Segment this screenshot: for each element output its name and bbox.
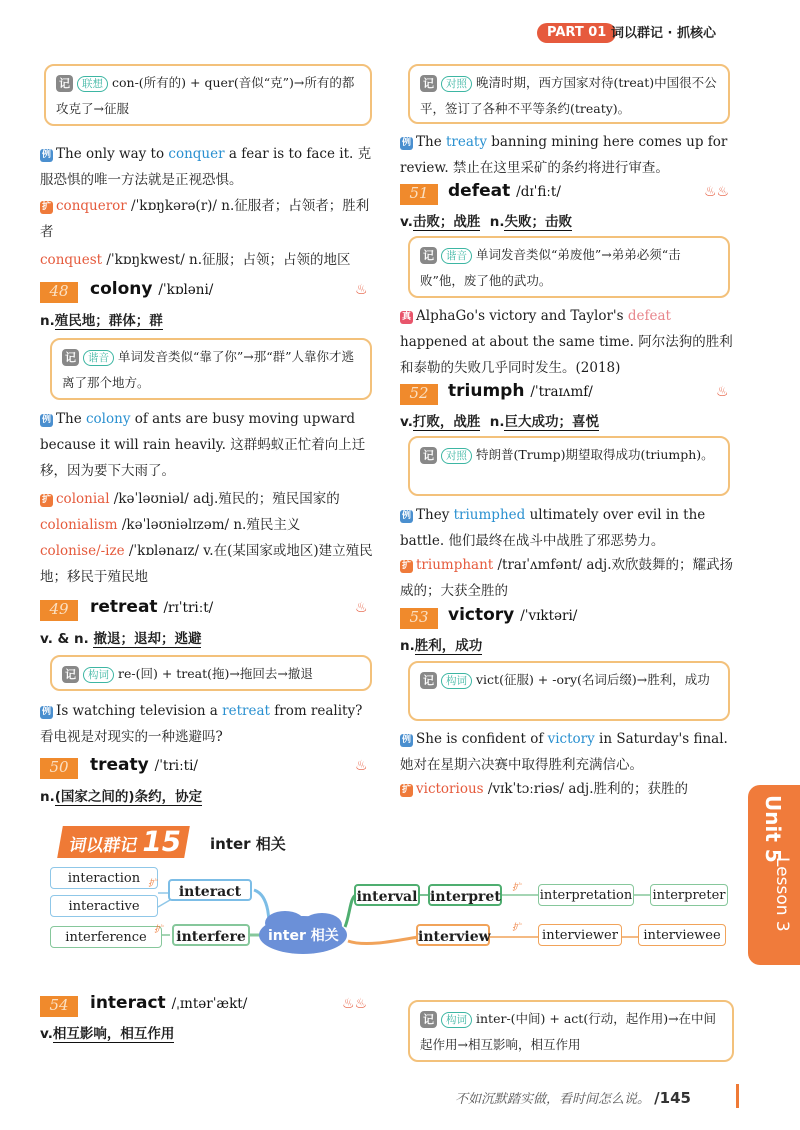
extension-victorious: 扩 victorious /vɪkˈtɔːriəs/ adj.胜利的；获胜的 bbox=[401, 781, 688, 797]
headword-retreat: retreat /rɪˈtriːt/ bbox=[90, 597, 214, 617]
node-interactive: interactive bbox=[50, 895, 158, 917]
mindmap-center: inter 相关 bbox=[268, 928, 339, 944]
tip-text: 单词发音类似“靠了你”→那“群”人靠你才逃离了那个地方。 bbox=[62, 349, 355, 390]
derived-word: conqueror bbox=[56, 198, 127, 214]
definition-interact: v.相互影响，相互作用 bbox=[40, 1026, 175, 1042]
example-treaty: 例 The treaty banning mining here comes up for review. 禁止在这里采矿的条约将进行审查。 bbox=[400, 134, 728, 176]
word-number: 49 bbox=[40, 600, 78, 619]
section-title: 词以群记 · 抓核心 bbox=[611, 26, 716, 41]
tip-logo-icon: 记 bbox=[62, 666, 79, 683]
extension-triumphant: 扩 triumphant /traɪˈʌmfənt/ adj.欢欣鼓舞的；耀武扬威的；大获全胜的 bbox=[400, 557, 734, 599]
tip-tag: 联想 bbox=[77, 76, 108, 92]
frequency-flame-icon: ♨♨ bbox=[342, 996, 368, 1012]
node-interpreter: interpreter bbox=[650, 884, 728, 906]
tip-box-defeat: 记 谐音 单词发音类似“弟废他”→弟弟必须“击败”他，废了他的武功。 bbox=[408, 236, 730, 298]
word-number: 54 bbox=[40, 996, 78, 1015]
group-banner: 词以群记15 bbox=[57, 826, 190, 858]
node-interference: interference bbox=[50, 926, 162, 948]
part-badge: PART 01 bbox=[537, 23, 616, 43]
tip-text: con-(所有的) + quer(音似“克”)→所有的都攻克了→征服 bbox=[56, 75, 355, 116]
headword-colony: colony /ˈkɒləni/ bbox=[90, 279, 214, 299]
lesson-label: Lesson 3 bbox=[772, 857, 792, 932]
headword-treaty: treaty /ˈtriːti/ bbox=[90, 755, 198, 775]
example-triumph: 例 They triumphed ultimately over evil in the battle. 他们最终在战斗中战胜了邪恶势力。 bbox=[400, 507, 706, 549]
node-interfere: interfere bbox=[172, 924, 250, 946]
node-interview: interview bbox=[416, 924, 490, 946]
word-number: 52 bbox=[400, 384, 438, 403]
tip-logo-icon: 记 bbox=[420, 672, 437, 689]
example-text: a fear is to face it. 克服恐惧的唯一方法就是正视恐惧。 bbox=[40, 146, 372, 188]
headword-victory: victory /ˈvɪktəri/ bbox=[448, 605, 578, 625]
node-interact: interact bbox=[168, 879, 252, 901]
frequency-flame-icon: ♨ bbox=[716, 384, 729, 400]
tip-box-interact: 记 构词 inter-(中间) + act(行动，起作用)→在中间起作用→相互影响，相互作用 bbox=[408, 1000, 734, 1062]
tip-logo-icon: 记 bbox=[420, 1011, 437, 1028]
derived-meaning: /ˈkɒŋkərə(r)/ n.征服者；占领者；胜利者 bbox=[40, 198, 370, 240]
frequency-flame-icon: ♨ bbox=[355, 600, 368, 616]
extension-icon: 扩 bbox=[41, 202, 51, 212]
node-interval: interval bbox=[354, 884, 420, 906]
tip-box-victory: 记 构词 vict(征服) + -ory(名词后缀)→胜利，成功 bbox=[408, 661, 730, 721]
definition-triumph: v.打败，战胜 n.巨大成功；喜悦 bbox=[400, 414, 599, 430]
tip-logo-icon: 记 bbox=[62, 349, 79, 366]
node-interpretation: interpretation bbox=[538, 884, 634, 906]
real-exam-icon: 真 bbox=[401, 312, 411, 322]
headword-triumph: triumph /ˈtraɪʌmf/ bbox=[448, 381, 593, 401]
example-icon: 例 bbox=[41, 415, 51, 425]
example-icon: 例 bbox=[401, 735, 411, 745]
headword-interact: interact /ˌɪntərˈækt/ bbox=[90, 993, 248, 1013]
extension-colonialism: colonialism /kəˈləʊniəlɪzəm/ n.殖民主义 bbox=[40, 517, 301, 533]
extension-colonial: 扩 colonial /kəˈləʊniəl/ adj.殖民的；殖民国家的 bbox=[41, 491, 340, 507]
extension-conqueror bbox=[40, 193, 376, 245]
tip-tag: 构词 bbox=[83, 667, 114, 683]
example-icon: 例 bbox=[401, 511, 411, 521]
example-icon: 例 bbox=[41, 707, 51, 717]
headword-defeat: defeat /dɪˈfiːt/ bbox=[448, 181, 561, 201]
extension-arrow-label: 扩 bbox=[148, 879, 158, 889]
tip-tag: 谐音 bbox=[83, 350, 114, 366]
footer-bar bbox=[736, 1084, 739, 1108]
derived-meaning: /ˈkɒŋkwest/ n.征服；占领；占领的地区 bbox=[102, 252, 351, 268]
definition-treaty: n.(国家之间的)条约，协定 bbox=[40, 789, 203, 805]
page-number: /145 bbox=[654, 1089, 691, 1107]
example-text: The only way to bbox=[56, 146, 169, 162]
definition-retreat: v. & n. 撤退；退却；逃避 bbox=[40, 631, 202, 647]
tip-box-colony bbox=[50, 338, 372, 400]
frequency-flame-icon: ♨ bbox=[355, 758, 368, 774]
tip-logo-icon: 记 bbox=[420, 247, 437, 264]
node-interaction: interaction bbox=[50, 867, 158, 889]
word-number: 48 bbox=[40, 282, 78, 301]
tip-logo-icon: 记 bbox=[56, 75, 73, 92]
extension-conquest bbox=[40, 247, 376, 273]
definition-colony: n.殖民地；群体；群 bbox=[40, 313, 163, 329]
example-icon: 例 bbox=[41, 150, 51, 160]
word-number: 50 bbox=[40, 758, 78, 777]
tip-logo-icon: 记 bbox=[420, 447, 437, 464]
extension-arrow-label: 扩 bbox=[512, 923, 522, 933]
extension-icon: 扩 bbox=[401, 561, 411, 571]
unit-label: Unit 5 bbox=[761, 795, 785, 863]
tip-box-conquer bbox=[44, 64, 372, 126]
footer-motto: 不如沉默踏实做，看时间怎么说。 bbox=[455, 1092, 651, 1107]
keyword: conquer bbox=[168, 146, 225, 162]
example-retreat: 例 Is watching television a retreat from reality? 看电视是对现实的一种逃避吗? bbox=[40, 703, 363, 745]
extension-arrow-label: 扩 bbox=[512, 883, 522, 893]
example-icon: 例 bbox=[401, 138, 411, 148]
group-subtitle: inter 相关 bbox=[210, 835, 286, 853]
definition-defeat: v.击败；战胜 n.失败；击败 bbox=[400, 214, 572, 230]
phonetic: /ˈkɒləni/ bbox=[158, 282, 214, 298]
example-conquer bbox=[40, 141, 376, 193]
extension-icon: 扩 bbox=[401, 785, 411, 795]
example-victory: 例 She is confident of victory in Saturday's final. 她对在星期六决赛中取得胜利充满信心。 bbox=[400, 731, 728, 773]
word-number: 53 bbox=[400, 608, 438, 627]
tip-box-retreat bbox=[50, 655, 372, 691]
node-interviewee: interviewee bbox=[638, 924, 726, 946]
frequency-flame-icon: ♨♨ bbox=[704, 184, 730, 200]
node-interpret: interpret bbox=[428, 884, 502, 906]
definition-victory: n.胜利，成功 bbox=[400, 638, 483, 654]
page-footer bbox=[455, 1088, 691, 1107]
real-exam-defeat: 真 AlphaGo's victory and Taylor's defeat happened at about the same time. 阿尔法狗的胜利和泰勒的失败几乎同时发生。(2018) bbox=[400, 308, 733, 376]
tip-box-triumph: 记 对照 特朗普(Trump)期望取得成功(triumph)。 bbox=[408, 436, 730, 496]
word-number: 51 bbox=[400, 184, 438, 203]
extension-icon: 扩 bbox=[41, 495, 51, 505]
tip-logo-icon: 记 bbox=[420, 75, 437, 92]
frequency-flame-icon: ♨ bbox=[355, 282, 368, 298]
extension-colonise: colonise/-ize /ˈkɒlənaɪz/ v.在(某国家或地区)建立殖民地；移民于殖民地 bbox=[40, 543, 373, 585]
example-colony: 例 The colony of ants are busy moving upward because it will rain heavily. 这群蚂蚁正忙着向上迁移，因为要下大雨了。 bbox=[40, 411, 366, 479]
node-interviewer: interviewer bbox=[538, 924, 622, 946]
tip-box-treaty: 记 对照 晚清时期，西方国家对待(treat)中国很不公平，签订了各种不平等条约(treaty)。 bbox=[408, 64, 730, 124]
extension-arrow-label: 扩 bbox=[154, 925, 164, 935]
tip-text: re-(回) + treat(拖)→拖回去→撤退 bbox=[118, 666, 313, 681]
derived-word: conquest bbox=[40, 252, 103, 268]
